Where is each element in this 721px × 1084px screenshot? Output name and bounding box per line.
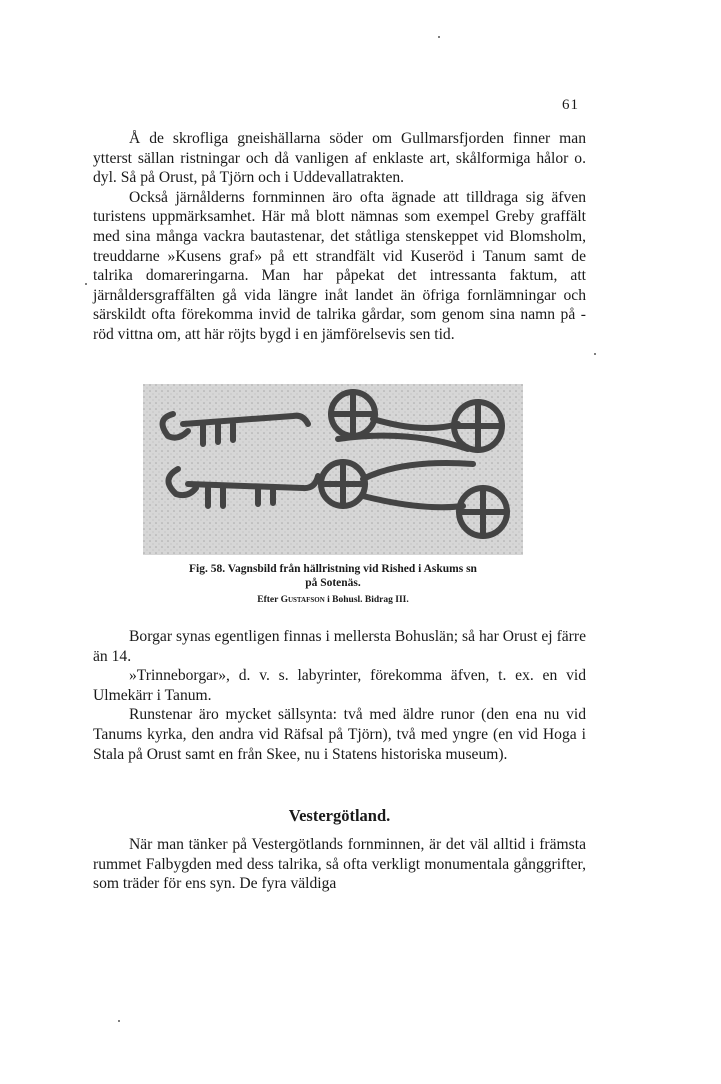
body-text-middle — [93, 627, 586, 764]
figure-caption — [143, 562, 523, 607]
section-heading: Vestergötland. — [288, 806, 391, 825]
paragraph: »Trinneborgar», d. v. s. labyrinter, förekomma äfven, t. ex. en vid Ulmekärr i Tanum. — [93, 667, 586, 704]
paragraph: Också järnålderns fornminnen äro ofta ägnade att tilldraga sig äfven turistens uppmärksamhet. Här må blott nämnas som exempel Greby graffält med sina många vackra bautastenar, det ståtliga stenskeppet vid Blomsholm, treuddarne »Kusens graf» på ett strandfält vid Kuseröd i Tanum samt de talrika domareringarna. Man har påpekat det intressanta faktum, att järnåldersgraffälten gå vida längre inåt landet än öfriga fornlämningar och särskildt ofta förekomma invid de talrika gårdar, som genom sina namn på -röd vittna om, att här röjts bygd i en jämförelsevis sen tid. — [93, 188, 586, 343]
page-number: 61 — [562, 97, 579, 113]
paragraph: Runstenar äro mycket sällsynta: två med äldre runor (den ena nu vid Tanums kyrka, den andra vid Räfsal på Tjörn), två med yngre (en vid Hoga i Stala på Orust samt en från Skee, nu i Statens historiska museum). — [93, 706, 586, 763]
credit-prefix: Efter — [257, 595, 281, 605]
credit-author: Gustafson — [280, 595, 325, 605]
caption-credit — [143, 593, 523, 607]
scan-speck — [85, 283, 87, 285]
rock-carving-figure — [143, 384, 523, 555]
wagon-carving-illustration — [143, 384, 523, 555]
scan-speck — [594, 353, 596, 355]
credit-suffix: i Bohusl. Bidrag III. — [324, 595, 409, 605]
paragraph: När man tänker på Vestergötlands fornminnen, är det väl alltid i främsta rummet Falbygden med dess talrika, så ofta verkligt monumentala gånggrifter, som träder för ens syn. De fyra väldiga — [93, 836, 586, 893]
body-text-top — [93, 129, 586, 345]
paragraph: Borgar synas egentligen finnas i mellersta Bohuslän; så har Orust ej färre än 14. — [93, 628, 586, 665]
body-text-bottom — [93, 835, 586, 894]
paragraph: Å de skrofliga gneishällarna söder om Gullmarsfjorden finner man ytterst sällan ristningar och då vanligen af enklaste art, skålformiga hålor o. dyl. Så på Orust, på Tjörn och i Uddevallatrakten. — [93, 130, 586, 187]
caption-line: på Sotenäs. — [305, 577, 361, 589]
scan-speck — [118, 1020, 120, 1022]
caption-line: Fig. 58. Vagnsbild från hällristning vid Rished i Askums sn — [189, 563, 477, 575]
scan-speck — [438, 36, 440, 38]
